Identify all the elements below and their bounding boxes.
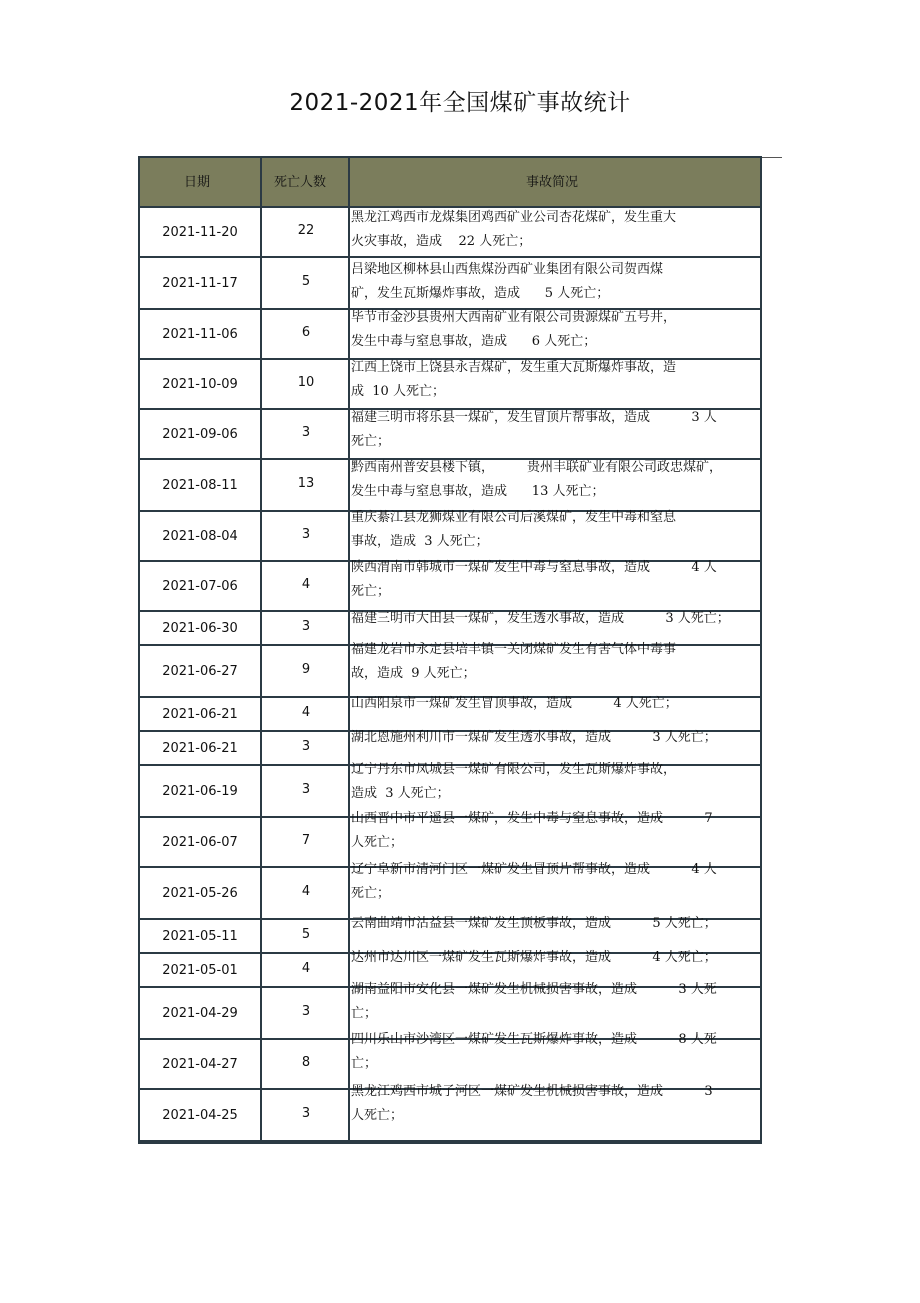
cell-deaths: 3 — [301, 1106, 311, 1121]
cell-deaths: 8 — [301, 1055, 311, 1070]
cell-summary-line: 黑龙江鸡西市龙煤集团鸡西矿业公司杏花煤矿，发生重大 — [351, 210, 677, 225]
cell-date: 2021-04-29 — [162, 1006, 238, 1021]
cell-deaths: 4 — [301, 577, 311, 592]
cell-deaths: 5 — [301, 927, 311, 942]
cell-date: 2021-11-17 — [162, 276, 238, 291]
header-rule — [760, 157, 782, 158]
cell-summary-line: 事故，造成 3 人死亡； — [351, 534, 489, 549]
cell-date: 2021-06-30 — [162, 621, 238, 636]
cell-summary-line: 福建龙岩市永定县培丰镇一关闭煤矿发生有害气体中毒事 — [351, 642, 677, 657]
row-divider — [140, 952, 350, 954]
row-divider — [140, 408, 350, 410]
cell-date: 2021-10-09 — [162, 377, 238, 392]
cell-deaths: 7 — [301, 833, 311, 848]
cell-deaths: 3 — [301, 739, 311, 754]
row-divider — [140, 458, 350, 460]
header-deaths: 死亡人数 — [274, 175, 327, 190]
row-divider — [140, 1088, 350, 1090]
cell-deaths: 22 — [297, 223, 315, 238]
cell-date: 2021-11-20 — [162, 225, 238, 240]
cell-date: 2021-09-06 — [162, 427, 238, 442]
cell-deaths: 10 — [297, 375, 315, 390]
cell-summary-line: 火灾事故，造成 22 人死亡； — [351, 234, 532, 249]
cell-summary-line: 死亡； — [351, 584, 391, 599]
row-divider — [140, 358, 350, 360]
column-divider — [260, 156, 262, 1142]
cell-date: 2021-05-26 — [162, 886, 238, 901]
cell-deaths: 4 — [301, 961, 311, 976]
row-divider — [140, 764, 350, 766]
cell-date: 2021-06-21 — [162, 741, 238, 756]
cell-summary-line: 山西阳泉市一煤矿发生冒顶事故，造成 4 人死亡； — [351, 696, 678, 711]
table-header — [140, 156, 760, 208]
cell-date: 2021-05-01 — [162, 963, 238, 978]
cell-deaths: 5 — [301, 274, 311, 289]
cell-deaths: 9 — [301, 662, 311, 677]
cell-date: 2021-11-06 — [162, 327, 238, 342]
cell-summary-line: 故，造成 9 人死亡； — [351, 666, 476, 681]
cell-deaths: 3 — [301, 619, 311, 634]
cell-date: 2021-08-04 — [162, 529, 238, 544]
cell-summary-line: 发生中毒与窒息事故，造成 13 人死亡； — [351, 484, 605, 499]
cell-summary-line: 发生中毒与窒息事故，造成 6 人死亡； — [351, 334, 597, 349]
row-divider — [140, 986, 350, 988]
cell-summary-line: 福建三明市大田县一煤矿，发生透水事故，造成 3 人死亡； — [351, 611, 730, 626]
row-divider — [140, 560, 350, 562]
row-divider — [140, 1038, 350, 1040]
header-summary: 事故简况 — [526, 175, 579, 190]
cell-date: 2021-06-21 — [162, 707, 238, 722]
cell-summary-line: 达州市达川区一煤矿发生瓦斯爆炸事故，造成 4 人死亡； — [351, 950, 717, 965]
row-divider — [140, 696, 350, 698]
cell-date: 2021-06-19 — [162, 784, 238, 799]
cell-date: 2021-04-27 — [162, 1057, 238, 1072]
cell-deaths: 13 — [297, 476, 315, 491]
row-divider — [140, 610, 350, 612]
cell-summary-line: 死亡； — [351, 434, 391, 449]
cell-summary-line: 重庆綦江县龙狮煤业有限公司后溪煤矿，发生中毒和窒息 — [351, 510, 677, 525]
cell-summary-line: 造成 3 人死亡； — [351, 786, 450, 801]
cell-date: 2021-08-11 — [162, 478, 238, 493]
cell-date: 2021-05-11 — [162, 929, 238, 944]
cell-summary-line: 福建三明市将乐县一煤矿，发生冒顶片帮事故，造成 3 人 — [351, 410, 717, 425]
cell-summary-line: 湖北恩施州利川市一煤矿发生透水事故，造成 3 人死亡； — [351, 730, 717, 745]
cell-date: 2021-04-25 — [162, 1108, 238, 1123]
cell-deaths: 6 — [301, 325, 311, 340]
cell-summary-line: 四川乐山市沙湾区一煤矿发生瓦斯爆炸事故，造成 8 人死 — [351, 1032, 717, 1047]
cell-deaths: 4 — [301, 884, 311, 899]
cell-deaths: 3 — [301, 1004, 311, 1019]
row-divider — [140, 816, 350, 818]
cell-summary-line: 辽宁丹东市凤城县一煤矿有限公司，发生瓦斯爆炸事故， — [351, 762, 677, 777]
cell-summary-line: 吕梁地区柳林县山西焦煤汾西矿业集团有限公司贺西煤 — [351, 262, 664, 277]
cell-date: 2021-07-06 — [162, 579, 238, 594]
cell-summary-line: 云南曲靖市沾益县一煤矿发生顶板事故，造成 5 人死亡； — [351, 916, 717, 931]
cell-summary-line: 辽宁阜新市清河门区一煤矿发生冒顶片帮事故，造成 4 人 — [351, 862, 717, 877]
cell-summary-line: 黑龙江鸡西市城子河区一煤矿发生机械损害事故，造成 3 — [351, 1084, 713, 1099]
cell-deaths: 4 — [301, 705, 311, 720]
accident-table — [138, 156, 762, 1144]
cell-summary-line: 亡； — [351, 1056, 378, 1071]
cell-date: 2021-06-27 — [162, 664, 238, 679]
row-divider — [140, 308, 350, 310]
cell-summary-line: 山西晋中市平遥县一煤矿，发生中毒与窒息事故，造成 7 — [351, 811, 713, 826]
cell-deaths: 3 — [301, 782, 311, 797]
row-divider — [140, 730, 350, 732]
row-divider — [140, 866, 350, 868]
column-divider — [348, 156, 350, 1142]
cell-deaths: 3 — [301, 527, 311, 542]
cell-date: 2021-06-07 — [162, 835, 238, 850]
header-date: 日期 — [184, 175, 211, 190]
row-divider — [140, 510, 350, 512]
row-divider — [350, 1140, 760, 1142]
cell-summary-line: 人死亡； — [351, 1108, 404, 1123]
cell-summary-line: 成 10 人死亡； — [351, 384, 445, 399]
row-divider — [140, 1140, 350, 1142]
cell-summary-line: 亡； — [351, 1006, 378, 1021]
row-divider — [140, 256, 350, 258]
cell-summary-line: 江西上饶市上饶县永吉煤矿，发生重大瓦斯爆炸事故，造 — [351, 360, 677, 375]
row-divider — [140, 644, 350, 646]
cell-summary-line: 人死亡； — [351, 835, 404, 850]
cell-summary-line: 毕节市金沙县贵州大西南矿业有限公司贵源煤矿五号井， — [351, 310, 677, 325]
cell-summary-line: 黔西南州普安县楼下镇， 贵州丰联矿业有限公司政忠煤矿， — [351, 460, 723, 475]
cell-summary-line: 矿，发生瓦斯爆炸事故，造成 5 人死亡； — [351, 286, 610, 301]
row-divider — [140, 918, 350, 920]
page-title: 2021-2021年全国煤矿事故统计 — [289, 90, 631, 116]
cell-deaths: 3 — [301, 425, 311, 440]
cell-summary-line: 湖南益阳市安化县一煤矿发生机械损害事故，造成 3 人死 — [351, 982, 717, 997]
cell-summary-line: 陕西渭南市韩城市一煤矿发生中毒与窒息事故，造成 4 人 — [351, 560, 717, 575]
cell-summary-line: 死亡； — [351, 886, 391, 901]
